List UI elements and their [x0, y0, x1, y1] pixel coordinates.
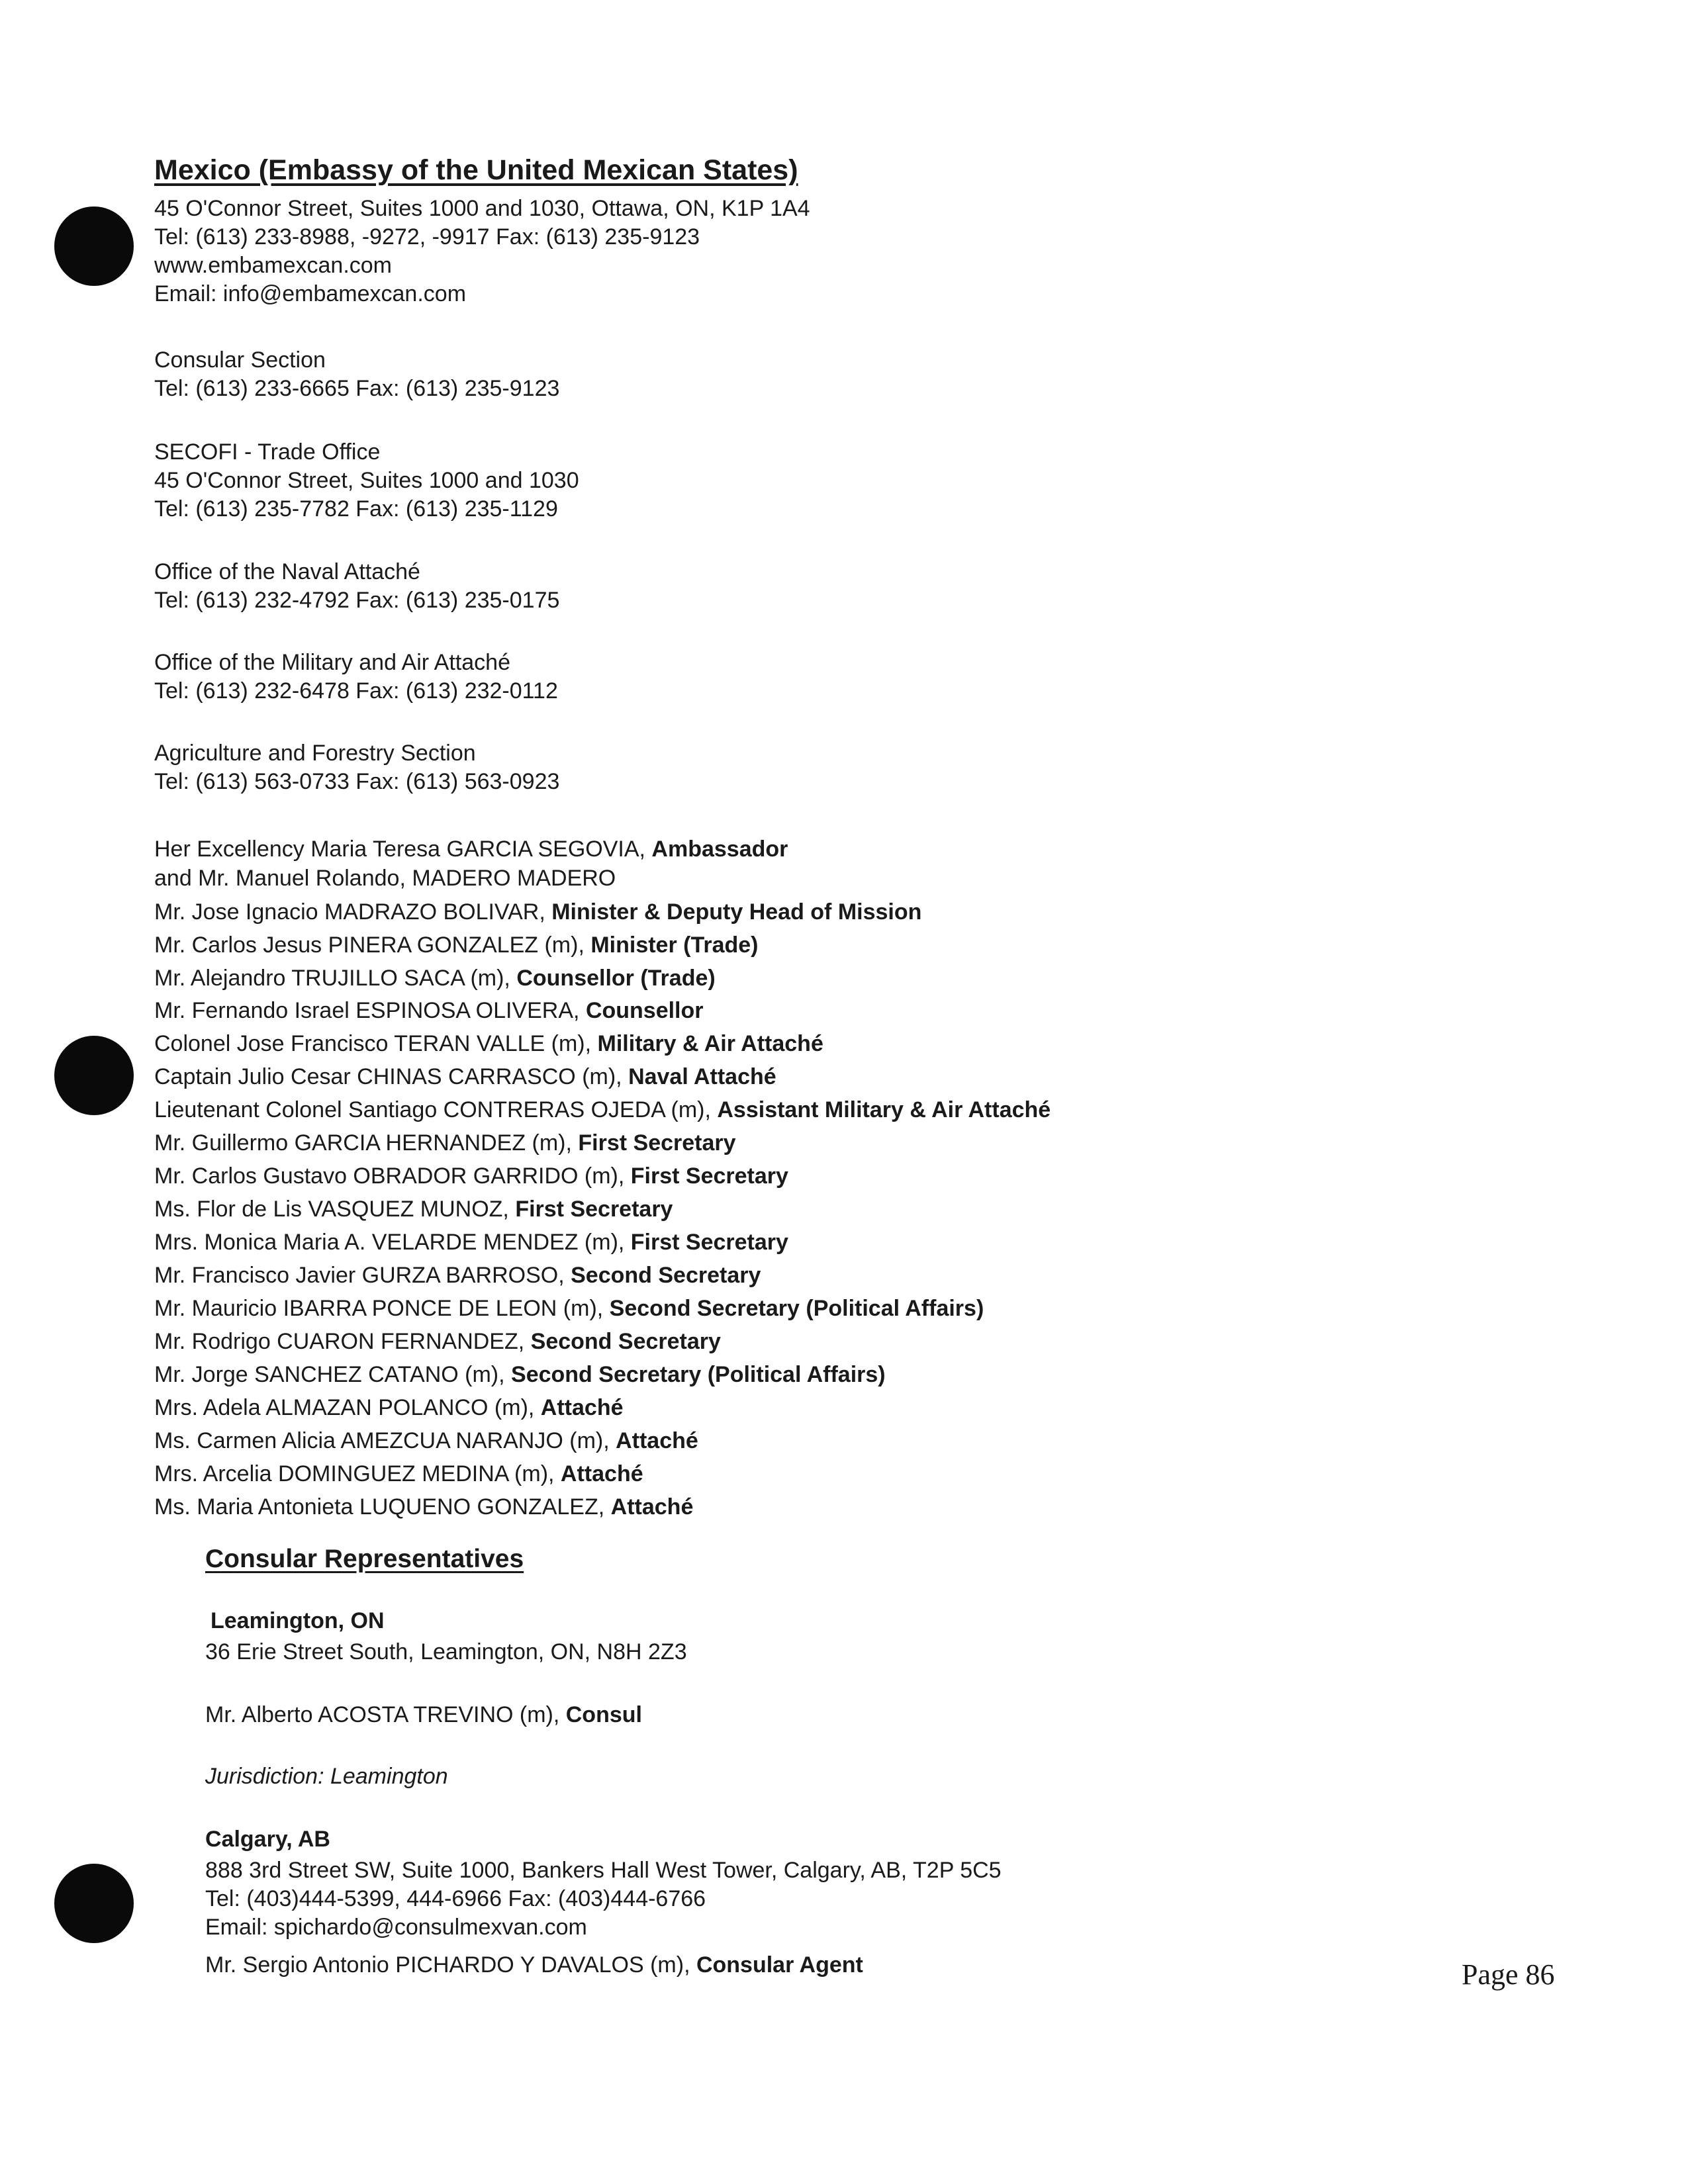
- military-attache-office-tel: Tel: (613) 232-6478 Fax: (613) 232-0112: [154, 678, 558, 704]
- calgary-city: Calgary, AB: [205, 1827, 330, 1852]
- consular-representatives-heading: Consular Representatives: [205, 1545, 524, 1573]
- staff-entry: Ms. Carmen Alicia AMEZCUA NARANJO (m), Attaché: [154, 1428, 698, 1453]
- trade-office-name: SECOFI - Trade Office: [154, 439, 381, 465]
- staff-entry: and Mr. Manuel Rolando, MADERO MADERO: [154, 866, 616, 891]
- staff-entry: Captain Julio Cesar CHINAS CARRASCO (m), Naval Attaché: [154, 1064, 776, 1089]
- trade-office-address: 45 O'Connor Street, Suites 1000 and 1030: [154, 468, 579, 493]
- staff-entry: Mr. Rodrigo CUARON FERNANDEZ, Second Secretary: [154, 1329, 721, 1354]
- agriculture-section-tel: Tel: (613) 563-0733 Fax: (613) 563-0923: [154, 769, 560, 794]
- calgary-address: 888 3rd Street SW, Suite 1000, Bankers Hall West Tower, Calgary, AB, T2P 5C5: [205, 1858, 1002, 1883]
- embassy-email: Email: info@embamexcan.com: [154, 281, 467, 306]
- staff-entry: Ms. Flor de Lis VASQUEZ MUNOZ, First Secretary: [154, 1197, 673, 1222]
- staff-entry: Mr. Jose Ignacio MADRAZO BOLIVAR, Minister & Deputy Head of Mission: [154, 899, 922, 925]
- leamington-representative: Mr. Alberto ACOSTA TREVINO (m), Consul: [205, 1702, 642, 1727]
- trade-office-tel: Tel: (613) 235-7782 Fax: (613) 235-1129: [154, 496, 558, 522]
- staff-entry: Mr. Alejandro TRUJILLO SACA (m), Counsellor (Trade): [154, 966, 716, 991]
- staff-entry: Mrs. Monica Maria A. VELARDE MENDEZ (m), First Secretary: [154, 1230, 788, 1255]
- staff-entry: Lieutenant Colonel Santiago CONTRERAS OJEDA (m), Assistant Military & Air Attaché: [154, 1097, 1051, 1122]
- staff-entry: Mr. Mauricio IBARRA PONCE DE LEON (m), Second Secretary (Political Affairs): [154, 1296, 984, 1321]
- leamington-city: Leamington, ON: [211, 1608, 385, 1633]
- page-number: Page 86: [1462, 1958, 1555, 1991]
- staff-entry: Mrs. Adela ALMAZAN POLANCO (m), Attaché: [154, 1395, 624, 1420]
- agriculture-section-name: Agriculture and Forestry Section: [154, 741, 476, 766]
- calgary-email: Email: spichardo@consulmexvan.com: [205, 1915, 587, 1940]
- binder-hole-top: [54, 206, 134, 286]
- leamington-jurisdiction: Jurisdiction: Leamington: [205, 1764, 448, 1789]
- naval-attache-office-name: Office of the Naval Attaché: [154, 559, 420, 584]
- calgary-tel-fax: Tel: (403)444-5399, 444-6966 Fax: (403)444-6766: [205, 1886, 706, 1911]
- embassy-website: www.embamexcan.com: [154, 253, 393, 278]
- staff-entry: Mr. Fernando Israel ESPINOSA OLIVERA, Counsellor: [154, 998, 704, 1023]
- staff-entry: Mrs. Arcelia DOMINGUEZ MEDINA (m), Attaché: [154, 1461, 643, 1486]
- naval-attache-office-tel: Tel: (613) 232-4792 Fax: (613) 235-0175: [154, 588, 560, 613]
- staff-entry: Colonel Jose Francisco TERAN VALLE (m), Military & Air Attaché: [154, 1031, 823, 1056]
- consular-section-tel: Tel: (613) 233-6665 Fax: (613) 235-9123: [154, 376, 560, 401]
- staff-entry: Ms. Maria Antonieta LUQUENO GONZALEZ, Attaché: [154, 1494, 694, 1520]
- staff-entry: Mr. Francisco Javier GURZA BARROSO, Second Secretary: [154, 1263, 761, 1288]
- binder-hole-bottom: [54, 1864, 134, 1943]
- embassy-title: Mexico (Embassy of the United Mexican States): [154, 154, 798, 186]
- staff-entry: Her Excellency Maria Teresa GARCIA SEGOVIA, Ambassador: [154, 837, 788, 862]
- leamington-address: 36 Erie Street South, Leamington, ON, N8H 2Z3: [205, 1639, 687, 1664]
- staff-entry: Mr. Carlos Gustavo OBRADOR GARRIDO (m), First Secretary: [154, 1163, 788, 1189]
- calgary-representative: Mr. Sergio Antonio PICHARDO Y DAVALOS (m), Consular Agent: [205, 1952, 863, 1978]
- embassy-address: 45 O'Connor Street, Suites 1000 and 1030, Ottawa, ON, K1P 1A4: [154, 196, 810, 221]
- staff-entry: Mr. Jorge SANCHEZ CATANO (m), Second Secretary (Political Affairs): [154, 1362, 886, 1387]
- consular-section-name: Consular Section: [154, 347, 326, 373]
- staff-entry: Mr. Guillermo GARCIA HERNANDEZ (m), First Secretary: [154, 1130, 736, 1156]
- binder-hole-middle: [54, 1036, 134, 1115]
- staff-entry: Mr. Carlos Jesus PINERA GONZALEZ (m), Minister (Trade): [154, 933, 759, 958]
- military-attache-office-name: Office of the Military and Air Attaché: [154, 650, 510, 675]
- embassy-tel-fax: Tel: (613) 233-8988, -9272, -9917 Fax: (613) 235-9123: [154, 224, 700, 250]
